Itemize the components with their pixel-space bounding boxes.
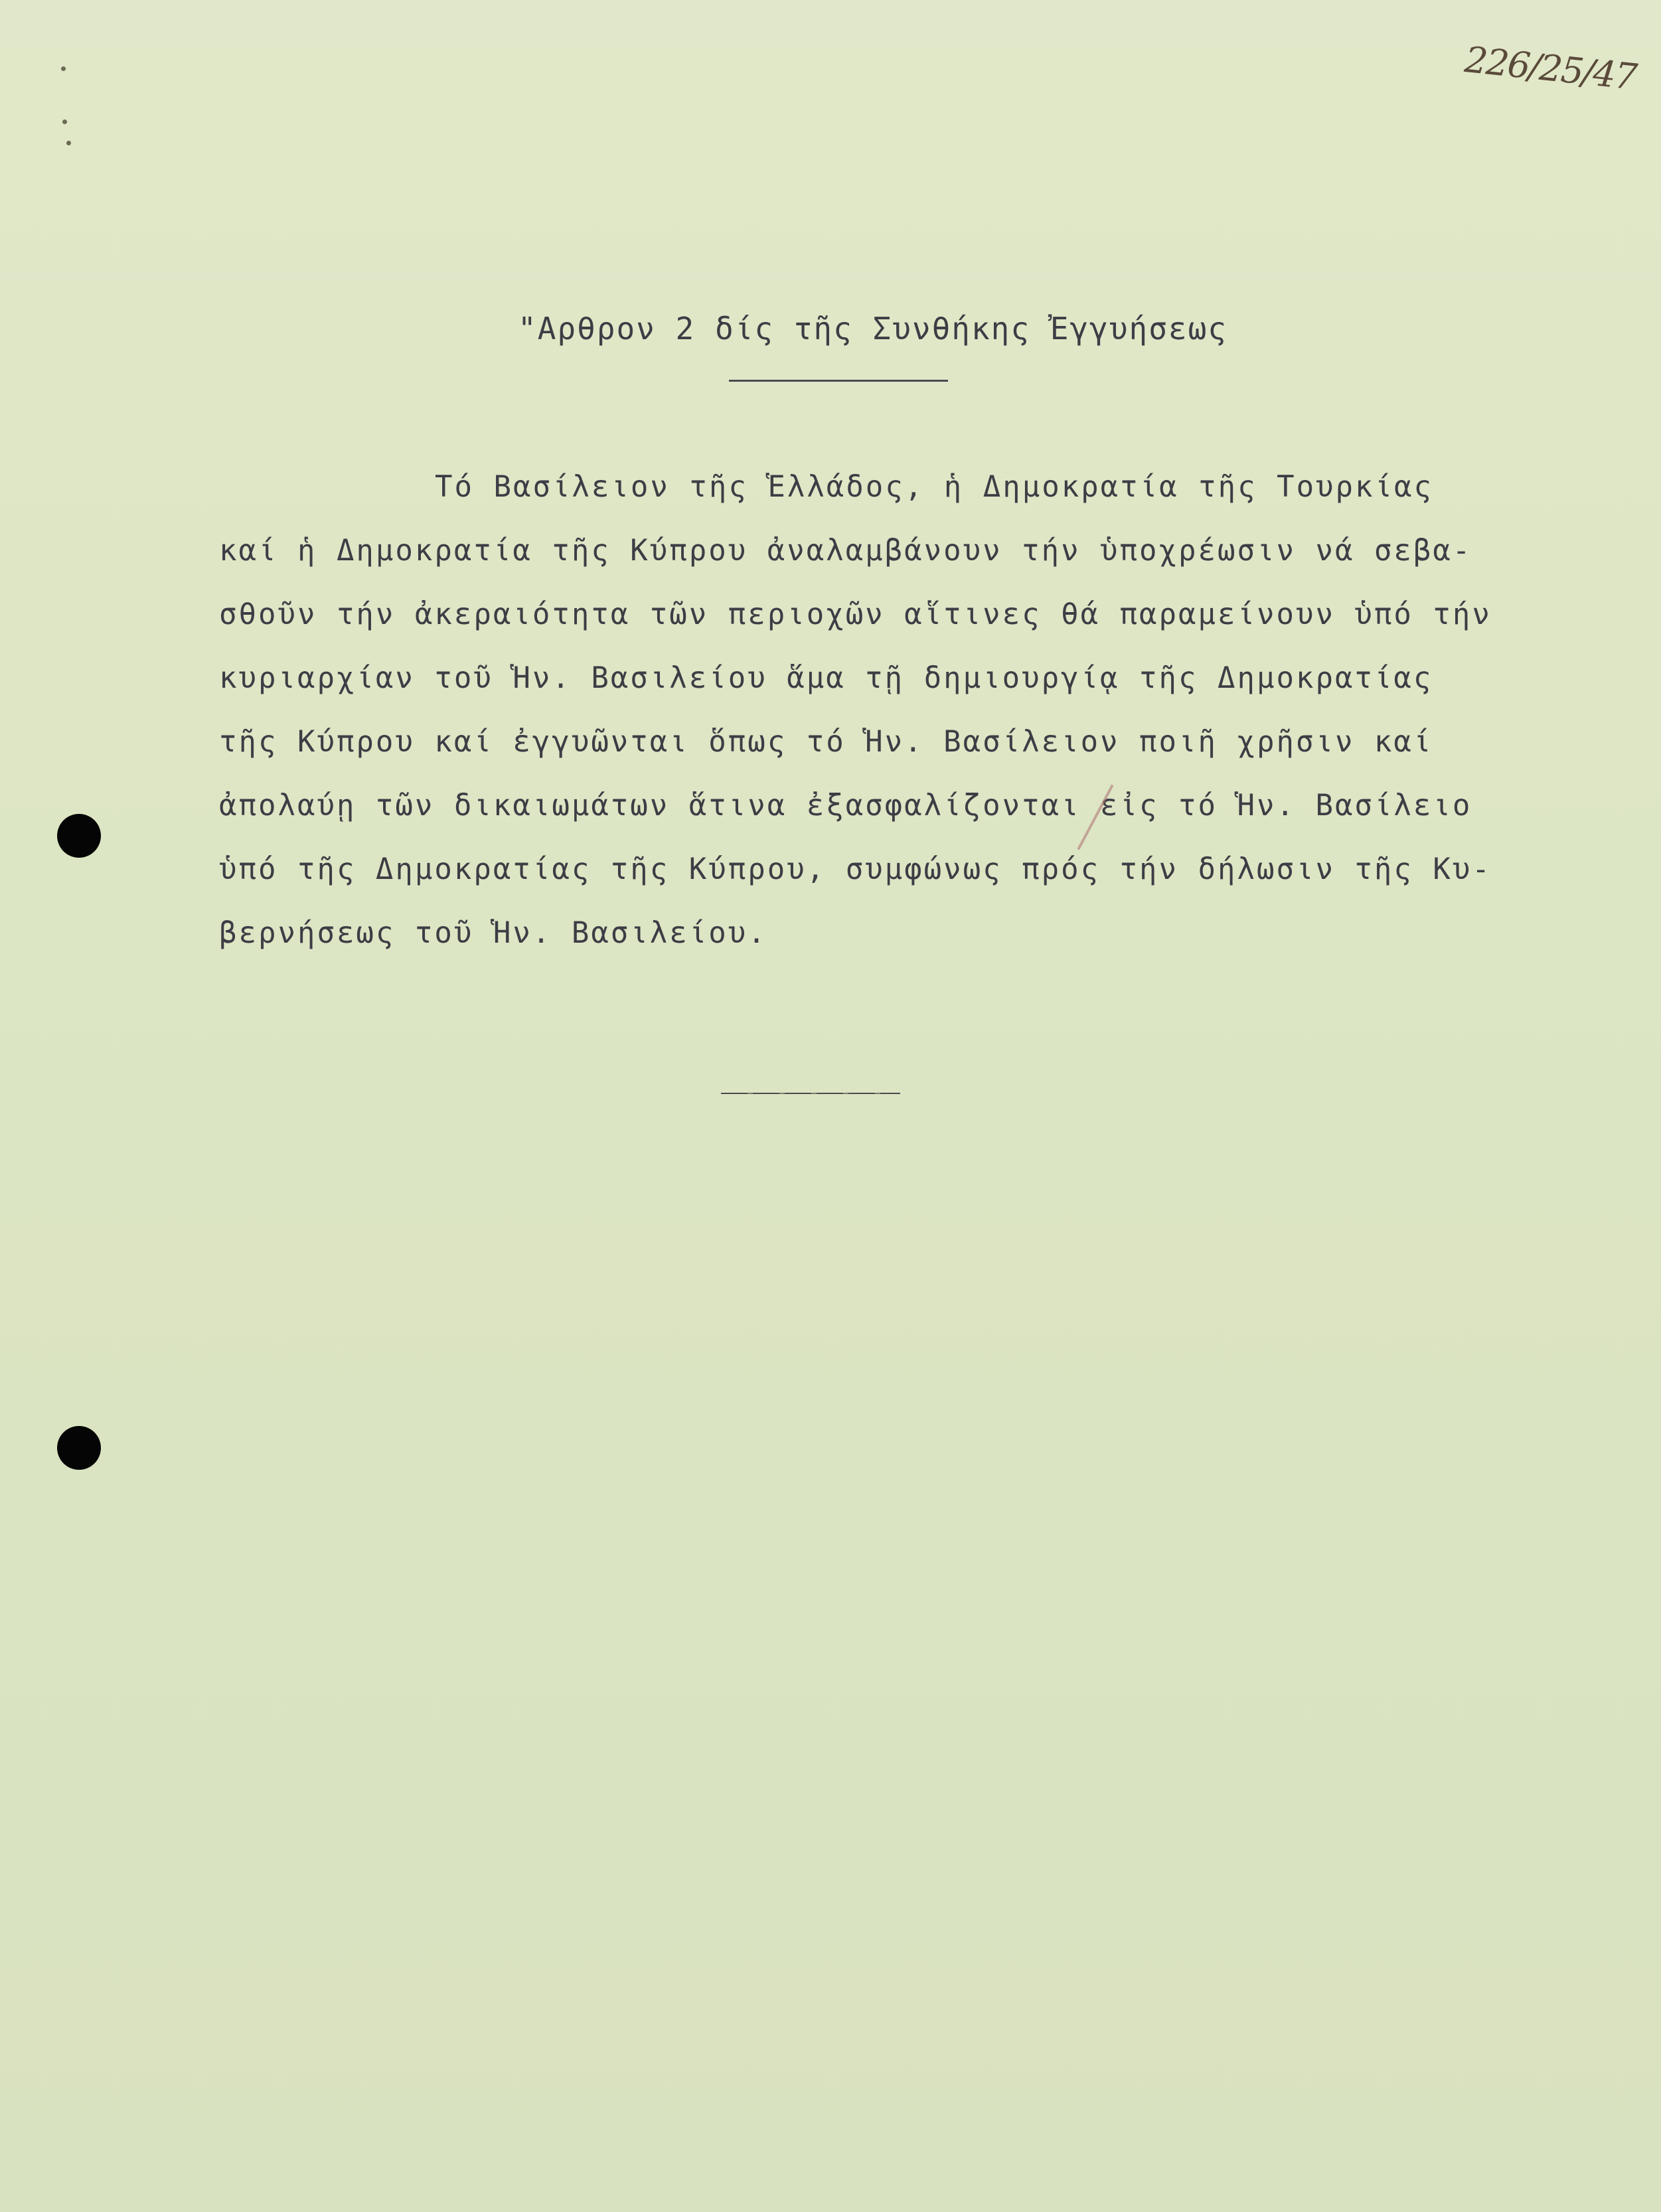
punch-hole-bottom	[57, 1426, 101, 1470]
body-line: βερνήσεως τοῦ Ἡν. Βασιλείου.	[219, 916, 767, 950]
margin-speck	[66, 141, 71, 145]
margin-speck	[62, 119, 67, 124]
archive-reference-number: 226/25/47	[1463, 39, 1638, 98]
document-title: "Αρθρον 2 δίς τῆς Συνθήκης Ἐγγυήσεως	[518, 311, 1227, 347]
closing-rule	[721, 1093, 900, 1094]
body-line: σθοῦν τήν ἀκεραιότητα τῶν περιοχῶν αἵτινες θά παραμείνουν ὑπό τήν	[219, 597, 1492, 631]
title-underline	[729, 380, 948, 382]
body-line: ὑπό τῆς Δημοκρατίας τῆς Κύπρου, συμφώνως πρός τήν δήλωσιν τῆς Κυ-	[219, 852, 1492, 886]
body-line: Τό Βασίλειον τῆς Ἑλλάδος, ἡ Δημοκρατία τῆς Τουρκίας	[435, 470, 1434, 504]
article-body	[219, 455, 1520, 965]
margin-speck	[61, 66, 66, 71]
body-line: ἀπολαύῃ τῶν δικαιωμάτων ἅτινα ἐξασφαλίζονται εἰς τό Ἡν. Βασίλειο	[219, 789, 1472, 823]
body-line: καί ἡ Δημοκρατία τῆς Κύπρου ἀναλαμβάνουν τήν ὑποχρέωσιν νά σεβα-	[219, 534, 1472, 568]
punch-hole-top	[57, 814, 101, 858]
body-line: τῆς Κύπρου καί ἐγγυῶνται ὅπως τό Ἡν. Βασίλειον ποιῆ χρῆσιν καί	[219, 725, 1433, 759]
body-line: κυριαρχίαν τοῦ Ἡν. Βασιλείου ἅμα τῇ δημιουργίᾳ τῆς Δημοκρατίας	[219, 661, 1433, 695]
